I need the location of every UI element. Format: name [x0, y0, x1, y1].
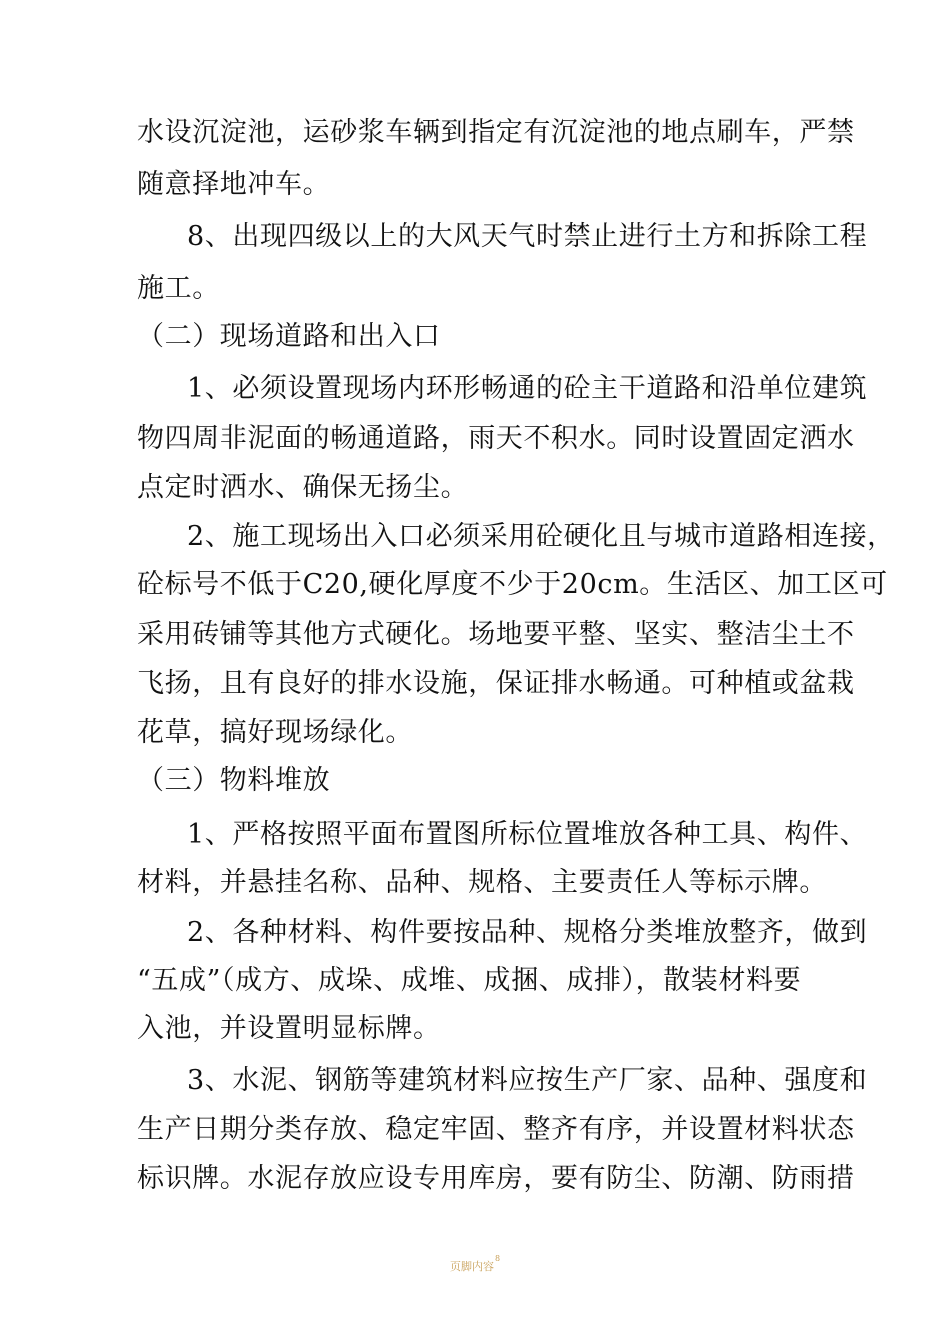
- text-line: 8、出现四级以上的大风天气时禁止进行土方和拆除工程: [187, 221, 868, 252]
- text-line: 1、严格按照平面布置图所标位置堆放各种工具、构件、: [187, 819, 868, 850]
- text-line: “五成”（成方、成垛、成堆、成捆、成排），散装材料要: [137, 965, 802, 996]
- text-line: 施工。: [137, 273, 220, 304]
- page-footer: [0, 1254, 950, 1274]
- text-line: 标识牌。水泥存放应设专用库房，要有防尘、防潮、防雨措: [137, 1163, 855, 1194]
- text-line: 生产日期分类存放、稳定牢固、整齐有序，并设置材料状态: [137, 1114, 855, 1145]
- text-line: 3、水泥、钢筋等建筑材料应按生产厂家、品种、强度和: [187, 1065, 868, 1096]
- text-line: 物四周非泥面的畅通道路，雨天不积水。同时设置固定洒水: [137, 423, 855, 454]
- page-number: 8: [494, 1254, 501, 1263]
- text-line: 2、施工现场出入口必须采用砼硬化且与城市道路相连接，: [187, 521, 895, 552]
- text-line: 飞扬，且有良好的排水设施，保证排水畅通。可种植或盆栽: [137, 668, 855, 699]
- text-line: 水设沉淀池，运砂浆车辆到指定有沉淀池的地点刷车，严禁: [137, 117, 855, 148]
- text-line: 随意择地冲车。: [137, 169, 331, 200]
- text-line: 入池，并设置明显标牌。: [137, 1013, 441, 1044]
- text-line: 砼标号不低于C20,硬化厚度不少于20cm。生活区、加工区可: [137, 569, 888, 600]
- section-heading: （三）物料堆放: [137, 765, 331, 796]
- text-line: 2、各种材料、构件要按品种、规格分类堆放整齐，做到: [187, 917, 868, 948]
- text-line: 材料，并悬挂名称、品种、规格、主要责任人等标示牌。: [137, 867, 827, 898]
- text-line: 1、必须设置现场内环形畅通的砼主干道路和沿单位建筑: [187, 373, 868, 404]
- text-line: 采用砖铺等其他方式硬化。场地要平整、坚实、整洁尘土不: [137, 619, 855, 650]
- section-heading: （二）现场道路和出入口: [137, 321, 441, 352]
- footer-label: 页脚内容: [449, 1260, 494, 1273]
- text-line: 点定时洒水、确保无扬尘。: [137, 472, 469, 503]
- text-line: 花草，搞好现场绿化。: [137, 717, 413, 748]
